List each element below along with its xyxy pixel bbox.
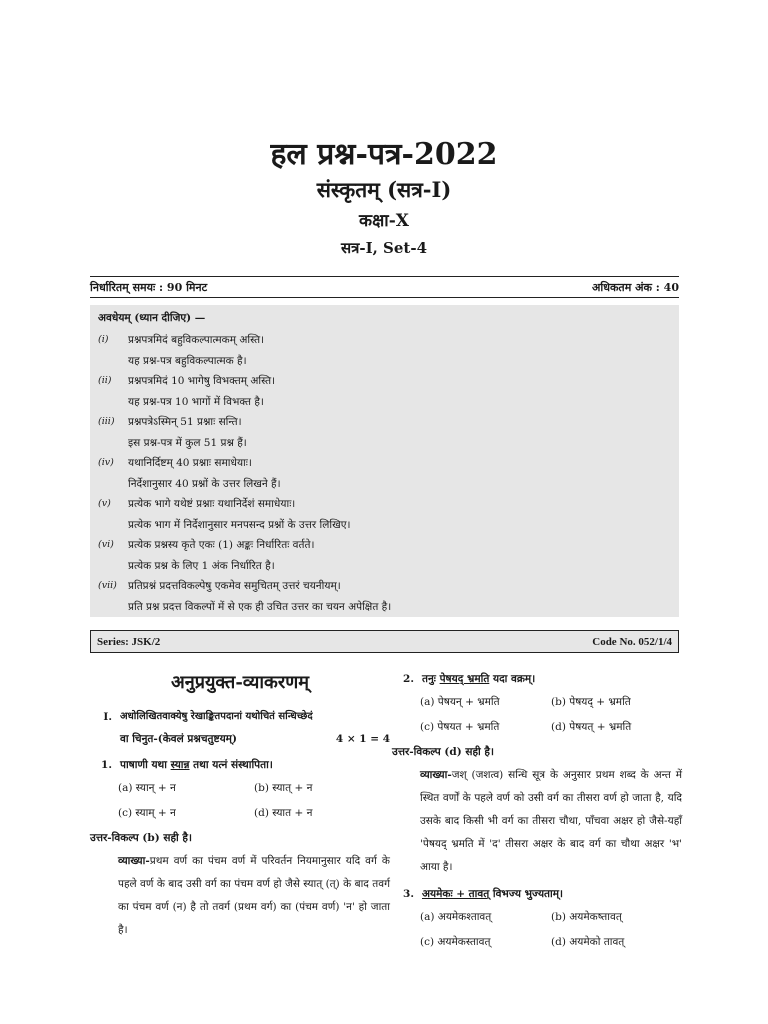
instruction-hindi: यह प्रश्न-पत्र 10 भागों में विभक्त है। <box>128 395 264 408</box>
question-pre: तनुः <box>422 673 436 685</box>
part-marks: 4 × 1 = 4 <box>335 733 390 745</box>
instruction-number: (vii) <box>98 580 117 591</box>
instruction-sanskrit: प्रतिप्रश्नं प्रदत्तविकल्पेषु एकमेव समुचितम् उत्तरं चयनीयम्। <box>128 580 341 592</box>
instructions-box <box>90 305 679 617</box>
instruction-hindi: प्रत्येक भाग में निर्देशानुसार मनपसन्द प्रश्नों के उत्तर लिखिए। <box>128 518 351 531</box>
question-number: 3. <box>403 888 414 900</box>
question-number: 1. <box>101 759 112 771</box>
instruction-item <box>98 576 671 617</box>
option-c[interactable]: (c) स्याम् + न <box>118 807 176 819</box>
underlined-word: स्यान्न <box>170 759 190 771</box>
part-text-1: अधोलिखितवाक्येषु रेखाङ्कितपदानां यथोचितं सन्धिच्छेदं <box>120 711 313 722</box>
options-grid <box>392 690 682 740</box>
instruction-number: (vi) <box>98 539 114 550</box>
answer-line: उत्तर-विकल्प (b) सही है। <box>90 832 192 844</box>
instruction-number: (i) <box>98 334 109 345</box>
part-heading <box>90 706 390 728</box>
instruction-item <box>98 371 671 412</box>
option-d[interactable]: (d) पेषयत् + भ्रमति <box>551 721 632 733</box>
instruction-sanskrit: प्रत्येक प्रश्नस्य कृते एकः (1) अङ्कः निर्धारितः वर्तते। <box>128 539 315 551</box>
instructions-heading: अवधेयम् (ध्यान दीजिए) — <box>98 312 206 324</box>
subject-title: संस्कृतम् (सत्र-I) <box>316 177 452 202</box>
question-post: विभज्य भुज्यताम्। <box>492 888 564 900</box>
explanation <box>392 764 682 879</box>
answer-line: उत्तर-विकल्प (d) सही है। <box>392 746 494 758</box>
option-a[interactable]: (a) अयमेकश्तावत् <box>420 911 492 923</box>
instruction-item <box>98 412 671 453</box>
question-post: तथा यत्नं संस्थापिता। <box>193 759 273 771</box>
instruction-item <box>98 330 671 371</box>
instruction-number: (ii) <box>98 375 112 386</box>
instruction-number: (iii) <box>98 416 115 427</box>
explanation-label: व्याख्या- <box>420 769 452 781</box>
instruction-sanskrit: यथानिर्दिष्टम् 40 प्रश्नाः समाधेयाः। <box>128 457 252 469</box>
part-number: I. <box>103 711 112 723</box>
instruction-hindi: इस प्रश्न-पत्र में कुल 51 प्रश्न हैं। <box>128 436 247 449</box>
left-column <box>90 670 390 942</box>
instruction-sanskrit: प्रश्नपत्रमिदं बहुविकल्पात्मकम् अस्ति। <box>128 334 265 346</box>
instruction-hindi: निर्देशानुसार 40 प्रश्नों के उत्तर लिखने हैं। <box>128 477 281 490</box>
question-text <box>422 883 563 905</box>
explanation-text: जश् (जशत्व) सन्धि सूत्र के अनुसार प्रथम शब्द के अन्त में स्थित वर्णों के पहले वर्ण को उसी वर्ग का तीसरा वर्ण हो जाता है, यदि उसके बाद किसी भी वर्ग का तीसरा चौथा, पाँचवा अक्षर हो जैसे-यहाँ 'पेषयद् भ्रमति में 'द' तीसरा अक्षर के बाद वर्ग का चौथा अक्षर 'भ' आया है। <box>420 769 682 873</box>
instruction-number: (iv) <box>98 457 114 468</box>
instruction-sanskrit: प्रश्नपत्रमिदं 10 भागेषु विभक्तम् अस्ति। <box>128 375 276 387</box>
explanation-label: व्याख्या- <box>118 855 150 867</box>
options-grid <box>392 905 682 955</box>
option-a[interactable]: (a) पेषयन् + भ्रमति <box>420 696 500 708</box>
question-3 <box>392 883 682 905</box>
max-marks: अधिकतम अंक : 40 <box>591 280 679 294</box>
instruction-sanskrit: प्रत्येक भागे यथेष्टं प्रश्नाः यथानिर्देशं समाधेयाः। <box>128 498 296 510</box>
question-2 <box>392 668 682 690</box>
set-line: सत्र-I, Set-4 <box>340 239 428 257</box>
instruction-hindi: प्रति प्रश्न प्रदत्त विकल्पों में से एक ही उचित उत्तर का चयन अपेक्षित है। <box>128 600 392 613</box>
code-number: Code No. 052/1/4 <box>592 635 672 648</box>
instruction-item <box>98 535 671 576</box>
underlined-word: पेषयद् भ्रमति <box>439 673 490 685</box>
class-line: कक्षा-X <box>359 211 409 231</box>
option-b[interactable]: (b) अयमेकष्तावत् <box>551 911 622 923</box>
right-column <box>392 668 682 955</box>
section-title: अनुप्रयुक्त-व्याकरणम् <box>170 672 310 693</box>
option-d[interactable]: (d) स्यात + न <box>254 807 313 819</box>
option-c[interactable]: (c) पेषयत + भ्रमति <box>420 721 500 733</box>
option-d[interactable]: (d) अयमेको तावत् <box>551 936 625 948</box>
question-pre: पाषाणी यथा <box>120 759 167 771</box>
instruction-item <box>98 453 671 494</box>
instruction-sanskrit: प्रश्नपत्रेऽस्मिन् 51 प्रश्नाः सन्ति। <box>128 416 242 428</box>
instruction-item <box>98 494 671 535</box>
question-post: यदा वक्रम्। <box>492 673 536 685</box>
part-text-2: वा चिनुत-(केवलं प्रश्नचतुष्टयम्) <box>120 733 237 745</box>
instruction-hindi: प्रत्येक प्रश्न के लिए 1 अंक निर्धारित है। <box>128 559 275 572</box>
option-b[interactable]: (b) पेषयद् + भ्रमति <box>551 696 631 708</box>
option-b[interactable]: (b) स्यात् + न <box>254 782 313 794</box>
instruction-number: (v) <box>98 498 111 509</box>
option-c[interactable]: (c) अयमेकस्तावत् <box>420 936 491 948</box>
question-number: 2. <box>403 673 414 685</box>
options-grid <box>90 776 390 826</box>
explanation <box>90 850 390 942</box>
series-code-bar <box>90 630 679 653</box>
explanation-text: प्रथम वर्ण का पंचम वर्ण में परिवर्तन नियमानुसार यदि वर्ग के पहले वर्ण के बाद उसी वर्ग का पंचम वर्ण हो जैसे स्यात् (त्) के बाद तवर्ग का पंचम वर्ण (न) है तो तवर्ग (प्रथम वर्ग) का (पंचम वर्ण) 'न' हो जाता है। <box>118 855 390 936</box>
underlined-word: अयमेकः + तावत् <box>422 888 490 900</box>
question-text <box>120 754 273 776</box>
question-1 <box>90 754 390 776</box>
series-label: Series: JSK/2 <box>97 635 161 648</box>
part-heading-line-2 <box>90 728 390 750</box>
exam-meta-bar <box>90 276 679 298</box>
time-allowed: निर्धारितम् समयः : 90 मिनट <box>90 280 208 294</box>
question-text <box>422 668 535 690</box>
page-title: हल प्रश्न-पत्र-2022 <box>270 137 498 172</box>
option-a[interactable]: (a) स्यान् + न <box>118 782 176 794</box>
instruction-hindi: यह प्रश्न-पत्र बहुविकल्पात्मक है। <box>128 354 247 367</box>
